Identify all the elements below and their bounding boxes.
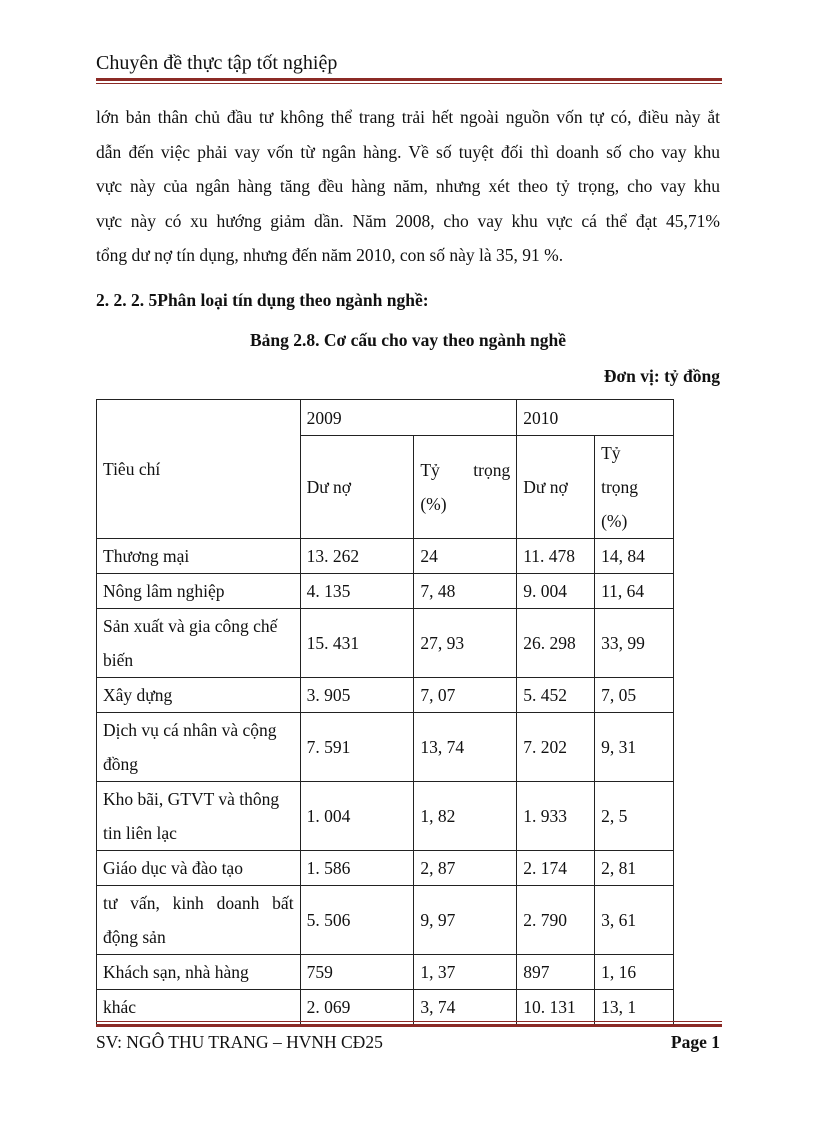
row-name: Xây dựng (97, 678, 301, 713)
du-no-2010: 9. 004 (517, 574, 595, 609)
table-row (97, 886, 674, 955)
ty-trong-2010: 11, 64 (595, 574, 674, 609)
unit-label: Đơn vị: tỷ đồng (603, 366, 720, 386)
ty-trong-2009: 9, 97 (414, 886, 517, 955)
du-no-2010: 5. 452 (517, 678, 595, 713)
du-no-2009: 5. 506 (300, 886, 414, 955)
du-no-2010: 11. 478 (517, 539, 595, 574)
footer-rule (96, 1021, 722, 1027)
ty-trong-2010: 2, 81 (595, 851, 674, 886)
ty-trong-2010: 2, 5 (595, 782, 674, 851)
section-heading: 2. 2. 2. 5Phân loại tín dụng theo ngành nghề: (96, 290, 429, 310)
ty-trong-2010: 13, 1 (595, 990, 674, 1025)
du-no-2009: 15. 431 (300, 609, 414, 678)
ty-trong-unit: (%) (601, 511, 628, 531)
du-no-2009: 1. 004 (300, 782, 414, 851)
ty-trong-word: trọng (601, 477, 639, 497)
ty-trong-2009-header (414, 436, 517, 539)
year-2010-header: 2010 (517, 400, 674, 436)
du-no-2009: 759 (300, 955, 414, 990)
row-name: Sản xuất và gia công chế biến (97, 609, 301, 678)
paragraph-line: tổng dư nợ tín dụng, nhưng đến năm 2010, con số này là 35, 91 %. (96, 245, 564, 265)
du-no-2010: 7. 202 (517, 713, 595, 782)
table-header-row-years (97, 400, 674, 436)
du-no-2009: 4. 135 (300, 574, 414, 609)
row-name: Khách sạn, nhà hàng (97, 955, 301, 990)
ty-trong-word: Tỷ (420, 460, 440, 480)
ty-trong-2009: 2, 87 (414, 851, 517, 886)
page-number: Page 1 (670, 1032, 720, 1052)
paragraph-line: lớn bản thân chủ đầu tư không thể trang trải hết ngoài nguồn vốn tự có, điều này ắt (96, 107, 720, 127)
credit-by-sector-table (96, 399, 674, 1025)
page-header-title: Chuyên đề thực tập tốt nghiệp (96, 52, 338, 74)
ty-trong-2009: 13, 74 (414, 713, 517, 782)
du-no-2009-header: Dư nợ (300, 436, 414, 539)
table-row (97, 574, 674, 609)
year-2009-header: 2009 (300, 400, 517, 436)
table-row (97, 678, 674, 713)
du-no-2010: 2. 174 (517, 851, 595, 886)
table-row (97, 955, 674, 990)
ty-trong-2010: 7, 05 (595, 678, 674, 713)
row-name: tư vấn, kinh doanh bất động sản (97, 886, 301, 955)
du-no-2010: 2. 790 (517, 886, 595, 955)
paragraph-line: vực này có xu hướng giảm dần. Năm 2008, cho vay khu vực cá thể đạt 45,71% (96, 210, 720, 231)
ty-trong-unit: (%) (420, 494, 447, 514)
du-no-2010: 897 (517, 955, 595, 990)
ty-trong-2010: 33, 99 (595, 609, 674, 678)
ty-trong-2010: 1, 16 (595, 955, 674, 990)
ty-trong-2009: 24 (414, 539, 517, 574)
du-no-2009: 2. 069 (300, 990, 414, 1025)
row-name: Giáo dục và đào tạo (97, 851, 301, 886)
body-paragraph (96, 100, 720, 273)
ty-trong-2010: 9, 31 (595, 713, 674, 782)
ty-trong-2009: 1, 82 (414, 782, 517, 851)
du-no-2010: 26. 298 (517, 609, 595, 678)
row-name: Nông lâm nghiệp (97, 574, 301, 609)
row-name: Kho bãi, GTVT và thông tin liên lạc (97, 782, 301, 851)
header-rule-thin (96, 83, 722, 84)
table-row (97, 713, 674, 782)
footer-rule-thin (96, 1021, 722, 1022)
row-name: Thương mại (97, 539, 301, 574)
ty-trong-2010-header (595, 436, 674, 539)
paragraph-line: vực này của ngân hàng tăng đều hàng năm, nhưng xét theo tỷ trọng, cho vay khu (96, 176, 720, 196)
header-rule-thick (96, 78, 722, 81)
table-row (97, 851, 674, 886)
ty-trong-2009: 1, 37 (414, 955, 517, 990)
row-name: khác (97, 990, 301, 1025)
ty-trong-2009-top (420, 453, 510, 487)
table-row (97, 990, 674, 1025)
criteria-header: Tiêu chí (97, 400, 301, 539)
ty-trong-word: Tỷ (601, 443, 621, 463)
ty-trong-2010: 3, 61 (595, 886, 674, 955)
footer-student: SV: NGÔ THU TRANG – HVNH CĐ25 (96, 1032, 383, 1052)
du-no-2009: 13. 262 (300, 539, 414, 574)
ty-trong-2009: 27, 93 (414, 609, 517, 678)
ty-trong-2009: 7, 07 (414, 678, 517, 713)
ty-trong-word: trọng (473, 460, 511, 480)
du-no-2010: 1. 933 (517, 782, 595, 851)
du-no-2009: 3. 905 (300, 678, 414, 713)
ty-trong-2009: 7, 48 (414, 574, 517, 609)
ty-trong-2009: 3, 74 (414, 990, 517, 1025)
paragraph-line: dẫn đến việc phải vay vốn từ ngân hàng. Về số tuyệt đối thì doanh số cho vay khu (96, 141, 720, 162)
du-no-2010-header: Dư nợ (517, 436, 595, 539)
table-row (97, 539, 674, 574)
du-no-2009: 7. 591 (300, 713, 414, 782)
du-no-2009: 1. 586 (300, 851, 414, 886)
ty-trong-2010: 14, 84 (595, 539, 674, 574)
du-no-2010: 10. 131 (517, 990, 595, 1025)
table-caption: Bảng 2.8. Cơ cấu cho vay theo ngành nghề (250, 330, 566, 350)
header-rule (96, 78, 722, 84)
footer-rule-thick (96, 1024, 722, 1027)
table-row (97, 782, 674, 851)
table-row (97, 609, 674, 678)
row-name: Dịch vụ cá nhân và cộng đồng (97, 713, 301, 782)
